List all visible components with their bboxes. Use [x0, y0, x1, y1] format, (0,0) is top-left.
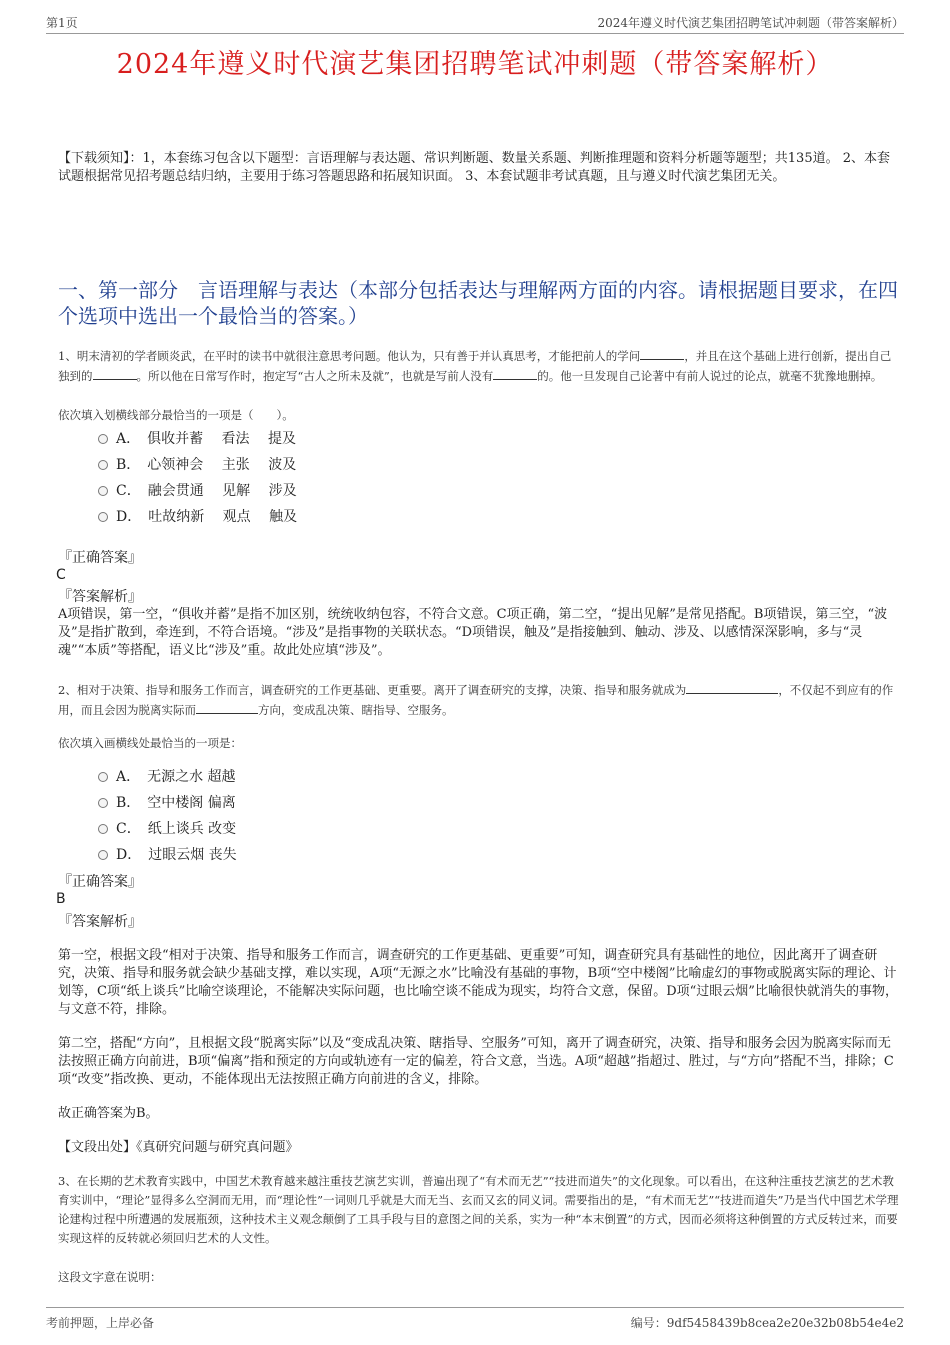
- header-divider: [46, 33, 904, 34]
- question-2-stem: 2、相对于决策、指导和服务工作而言，调查研究的工作更基础、更重要。离开了调查研究的支撑，决策、指导和服务就成为 ，不仅起不到应有的作用，而且会因为脱离实际而 方向，变成乱决策、瞎指导、空服务。: [58, 680, 900, 720]
- fill-blank: [493, 366, 537, 380]
- q1-option-b[interactable]: B． 心领神会 主张 波及: [98, 455, 296, 475]
- q1-answer-label: 『正确答案』: [58, 550, 142, 566]
- footer-divider: [46, 1307, 904, 1308]
- q1-option-d[interactable]: D． 吐故纳新 观点 触及: [98, 507, 297, 527]
- question-1-stem: 1、明末清初的学者顾炎武，在平时的读书中就很注意思考问题。他认为，只有善于并认真思考，才能把前人的学问 ，并且在这个基础上进行创新，提出自己独到的 。所以他在日常写作时，抱定写“古人之所未及就”，也就是写前人没有 的。他一旦发现自己论著中有前人说过的论点，就毫不犹豫地删掉。: [58, 346, 900, 386]
- q2-analysis-paragraph-2: 第二空，搭配“方向”，且根据文段“脱离实际”以及“变成乱决策、瞎指导、空服务”可知，离开了调查研究，决策、指导和服务会因为脱离实际而无法按照正确方向前进，B项“偏离”指和预定的方向或轨迹有一定的偏差，符合文意，当选。A项“超越”指超过、胜过，与“方向”搭配不当，排除；C项“改变”指改换、更动，不能体现出无法按照正确方向前进的含义，排除。: [58, 1036, 894, 1087]
- q2-analysis-conclusion: 故正确答案为B。: [58, 1106, 159, 1121]
- download-notice: 【下载须知】：1，本套练习包含以下题型：言语理解与表达题、常识判断题、数量关系题、判断推理题和资料分析题等题型；共135道。 2、本套试题根据常见招考题总结归纳，主要用于练习答题思路和拓展知识面。 3、本套试题非考试真题，且与遵义时代演艺集团无关。: [58, 151, 890, 184]
- q2-option-a[interactable]: A． 无源之水 超越: [98, 767, 236, 787]
- radio-icon[interactable]: [98, 850, 108, 860]
- document-title: 2024年遵义时代演艺集团招聘笔试冲刺题（带答案解析）: [116, 49, 834, 80]
- q2-answer-label: 『正确答案』: [58, 874, 142, 890]
- section-title: 一、第一部分 言语理解与表达（本部分包括表达与理解两方面的内容。请根据题目要求，在四个选项中选出一个最恰当的答案。）: [58, 278, 898, 328]
- fill-blank: [640, 346, 684, 360]
- question-1-prompt: 依次填入划横线部分最恰当的一项是（ ）。: [58, 408, 294, 422]
- footer-slogan: 考前押题，上岸必备: [46, 1316, 155, 1330]
- q2-option-c[interactable]: C． 纸上谈兵 改变: [98, 819, 236, 839]
- q2-source: 【文段出处】《真研究问题与研究真问题》: [58, 1140, 299, 1155]
- question-3-stem: 3、在长期的艺术教育实践中，中国艺术教育越来越注重技艺演艺实训，普遍出现了“有术而无艺”“技进而道失”的文化现象。可以看出，在这种注重技艺演艺的艺术教育实训中，“理论”显得多么空洞而无用，而“理论性”一词则几乎就是大而无当、玄而又玄的同义词。需要指出的是，“有术而无艺”“技进而道失”乃是当代中国艺术学理论建构过程中所遭遇的发展瓶颈，这种技术主义观念颠倒了工具手段与目的意图之间的关系，实为一种“本末倒置”的方式，因而必须将这种倒置的方式反转过来，而要实现这样的反转就必须回归艺术的人文性。: [58, 1174, 899, 1245]
- fill-blank: [93, 366, 137, 380]
- fill-blank: [686, 680, 778, 694]
- q1-option-a[interactable]: A． 俱收并蓄 看法 提及: [98, 429, 296, 449]
- radio-icon[interactable]: [98, 486, 108, 496]
- q2-answer-value: B: [56, 891, 66, 907]
- radio-icon[interactable]: [98, 772, 108, 782]
- q1-answer-value: C: [56, 567, 66, 583]
- document-id: 编号：9df5458439b8cea2e20e32b08b54e4e2: [630, 1316, 904, 1330]
- q2-analysis-label: 『答案解析』: [58, 914, 142, 930]
- running-header-title: 2024年遵义时代演艺集团招聘笔试冲刺题（带答案解析）: [597, 16, 904, 30]
- radio-icon[interactable]: [98, 798, 108, 808]
- radio-icon[interactable]: [98, 824, 108, 834]
- q2-option-b[interactable]: B． 空中楼阁 偏离: [98, 793, 236, 813]
- radio-icon[interactable]: [98, 460, 108, 470]
- page-number: 第1页: [46, 16, 78, 30]
- question-3-prompt: 这段文字意在说明：: [58, 1270, 162, 1284]
- question-2-prompt: 依次填入画横线处最恰当的一项是：: [58, 736, 242, 750]
- q2-analysis-paragraph-1: 第一空，根据文段“相对于决策、指导和服务工作而言，调查研究的工作更基础、更重要”可知，调查研究具有基础性的地位，因此离开了调查研究，决策、指导和服务就会缺少基础支撑，难以实现，A项“无源之水”比喻没有基础的事物，B项“空中楼阁”比喻虚幻的事物或脱离实际的理论、计划等，C项“纸上谈兵”比喻空谈理论，不能解决实际问题，也比喻空谈不能成为现实，均符合文意，保留。D项“过眼云烟”比喻很快就消失的事物，与文意不符，排除。: [58, 948, 898, 1017]
- fill-blank: [196, 700, 258, 714]
- q1-option-c[interactable]: C． 融会贯通 见解 涉及: [98, 481, 297, 501]
- radio-icon[interactable]: [98, 434, 108, 444]
- q2-option-d[interactable]: D． 过眼云烟 丧失: [98, 845, 237, 865]
- q1-analysis: A项错误，第一空，“俱收并蓄”是指不加区别，统统收纳包容，不符合文意。C项正确，第二空，“提出见解”是常见搭配。B项错误，第三空，“波及”是指扩散到，牵连到，不符合语境。“涉及”是指事物的关联状态。“D项错误，触及”是指接触到、触动、涉及、以感情深深影响，多与“灵魂”“本质”等搭配，语义比“涉及”重。故此处应填“涉及”。: [58, 607, 888, 658]
- radio-icon[interactable]: [98, 512, 108, 522]
- q1-analysis-label: 『答案解析』: [58, 589, 142, 605]
